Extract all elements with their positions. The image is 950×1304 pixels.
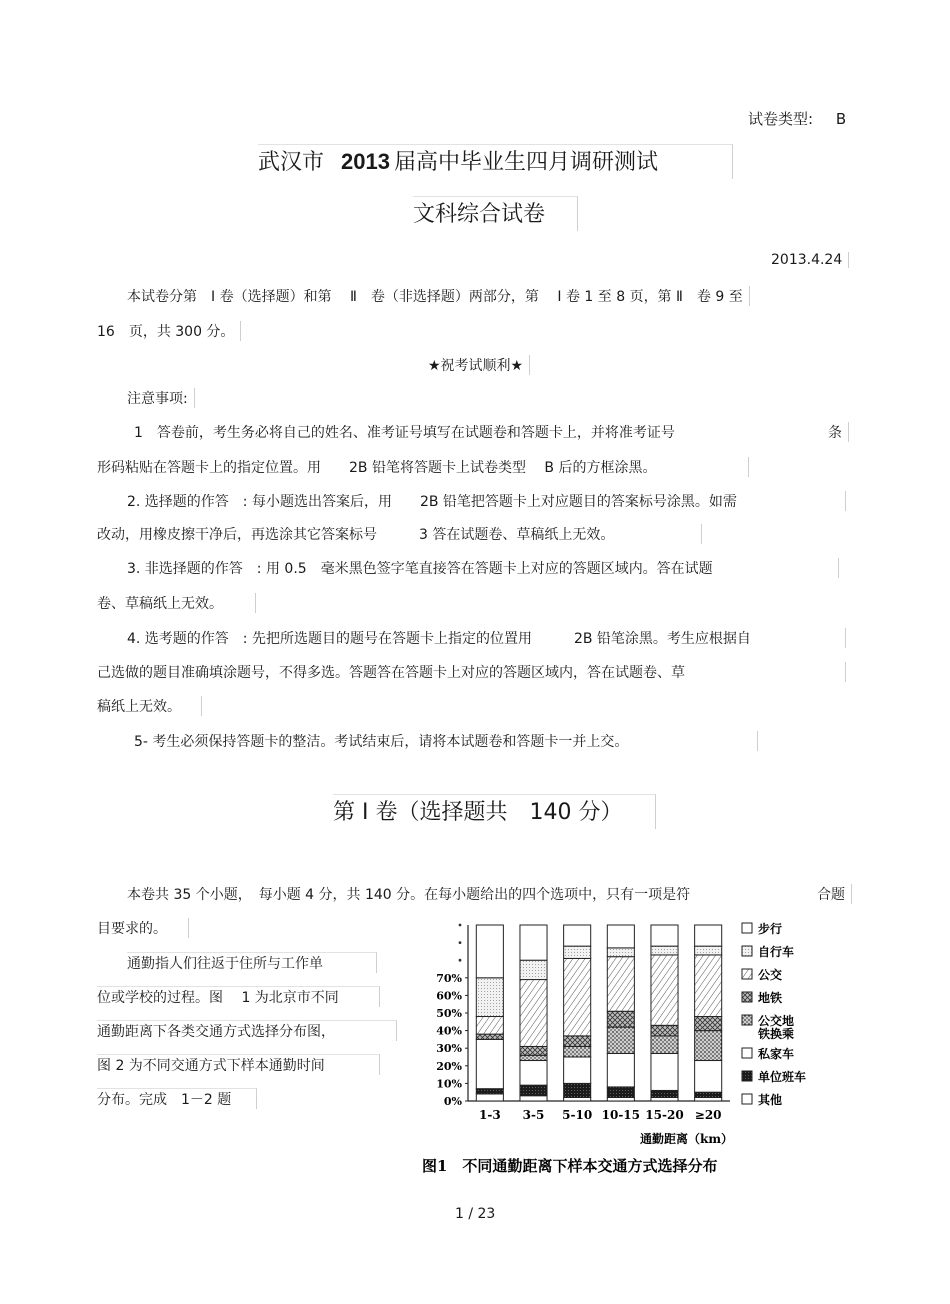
bar-segment [651,1025,678,1036]
bar-segment [520,980,547,1047]
question-intro-line-5: 分布。完成 1－2 题 [97,1088,257,1109]
bar-segment [695,925,722,946]
y-tick-label: 30% [436,1042,462,1056]
x-tick-label: 3-5 [522,1108,545,1122]
part-1-instruction-line-1-end: 合题 [817,884,852,904]
legend-label: 公交地 [758,1014,795,1028]
bar-segment [607,957,634,1012]
part-1-instruction-line-1: 本卷共 35 个小题， 每小题 4 分，共 140 分。在每小题给出的四个选项中，只有一项是符 [127,887,691,903]
intro-line-2: 16 页，共 300 分。 [97,321,241,341]
chart-legend [742,921,806,1107]
chart-title: 图1 不同通勤距离下样本交通方式选择分布 [422,1157,718,1175]
bar-segment [651,946,678,955]
bar-segment [564,1057,591,1083]
title-suffix: 届高中毕业生四月调研测试 [393,150,658,175]
bar-segment [520,1055,547,1060]
note-4-line-1: 4. 选考题的作答 : 先把所选题目的题号在答题卡上指定的位置用 2B 铅笔涂黑。考生应根据自 [127,628,846,648]
question-intro-line-1: 通勤指人们往返于住所与工作单 [127,952,377,973]
bar-segment [651,925,678,946]
intro-line-1: 本试卷分第 Ⅰ 卷（选择题）和第 Ⅱ 卷（非选择题）两部分，第 Ⅰ 卷 1 至 8 页，第 Ⅱ 卷 9 至 [127,286,750,306]
paper-type-label: 试卷类型: [748,110,814,128]
bar-segment [651,1053,678,1090]
note-4-line-3: 稿纸上无效。 [97,696,202,716]
page-title [258,144,733,179]
legend-swatch [742,1071,752,1081]
y-tick-label: 60% [436,989,462,1003]
title-year: 2013 [341,149,390,174]
bar-segment [520,1061,547,1086]
bar-segment [476,978,503,1017]
bar-segment [564,1097,591,1101]
question-intro-line-2: 位或学校的过程。图 1 为北京市不同 [97,986,380,1007]
note-5: 5- 考生必须保持答题卡的整洁。考试结束后，请将本试题卷和答题卡一并上交。 [134,731,758,751]
bar-segment [476,1039,503,1088]
y-tick-label: 40% [436,1024,462,1038]
legend-swatch [742,992,752,1002]
bar-segment [651,1090,678,1097]
y-tick-label: 20% [436,1059,462,1073]
bar-segment [520,960,547,979]
bar-segment [695,955,722,1017]
note-1-line-1-end: 条 [828,422,849,442]
plot-area [436,924,730,1122]
legend-swatch [742,1015,752,1025]
legend-swatch [742,1094,752,1104]
bar-segment [476,925,503,978]
note-3-line-1: 3. 非选择题的作答 : 用 0.5 毫米黑色签字笔直接答在答题卡上对应的答题区域内。答在试题 [127,558,839,578]
question-intro-line-3: 通勤距离下各类交通方式选择分布图， [97,1020,397,1041]
bar-segment [695,1031,722,1061]
figure-1-chart [420,915,840,1185]
legend-label: 地铁 [758,991,783,1005]
bar-segment [651,1097,678,1101]
legend-label: 铁换乘 [758,1027,795,1041]
bar-segment [607,1053,634,1086]
legend-label: 公交 [758,968,783,982]
legend-label: 单位班车 [758,1070,807,1084]
bar-segment [520,925,547,960]
bar-segment [564,946,591,958]
x-tick-label: 10-15 [601,1108,641,1122]
part-1-instruction-line-2: 目要求的。 [97,918,189,938]
bar-segment [607,1027,634,1053]
bar-segment [607,948,634,957]
figure-1-svg [420,915,840,1185]
bar-segment [520,1096,547,1101]
legend-swatch [742,946,752,956]
bar-segment [520,1046,547,1055]
notes-heading: 注意事项: [127,388,195,408]
bar-segment [564,1083,591,1097]
note-3-line-2: 卷、草稿纸上无效。 [97,593,256,613]
bar-segment [476,1017,503,1035]
x-tick-label: 5-10 [562,1108,593,1122]
bar-segment [695,1061,722,1093]
y-tick-label: 10% [436,1077,462,1091]
bar-segment [607,1011,634,1027]
legend-swatch [742,923,752,933]
y-tick-label: 70% [436,971,462,985]
good-luck: ★祝考试顺利★ [428,355,530,375]
legend-swatch [742,969,752,979]
bar-segment [607,1097,634,1101]
y-tick-dot [459,924,462,927]
y-tick-dot [459,941,462,944]
bar-segment [695,1097,722,1101]
bar-segment [564,925,591,946]
x-tick-label: 15-20 [645,1108,684,1122]
bar-segment [476,1034,503,1039]
legend-swatch [742,1048,752,1058]
title-prefix: 武汉市 [258,150,325,175]
y-tick-label: 0% [443,1095,462,1108]
bar-segment [564,1036,591,1047]
note-4-line-2: 己选做的题目准确填涂题号，不得多选。答题答在答题卡上对应的答题区域内，答在试题卷、草 [97,662,846,682]
y-tick-label: 50% [436,1007,462,1020]
x-tick-label: ≥20 [694,1108,722,1122]
part-1-heading: 第 Ⅰ 卷（选择题共 140 分） [333,794,656,829]
page-number: 1 / 23 [455,1206,496,1222]
bar-segment [695,1092,722,1097]
paper-type-value: B [835,110,847,128]
x-tick-label: 1-3 [478,1108,501,1122]
bar-segment [476,1094,503,1101]
y-tick-dot [459,959,462,962]
chart-x-axis-label: 通勤距离（km） [640,1132,734,1146]
legend-label: 其他 [758,1093,783,1107]
note-1-line-2: 形码粘贴在答题卡上的指定位置。用 2B 铅笔将答题卡上试卷类型 B 后的方框涂黑。 [97,457,749,477]
bar-segment [520,1085,547,1096]
legend-label: 自行车 [758,945,795,959]
bar-segment [564,1046,591,1057]
paper-type [748,108,846,129]
bar-segment [651,1036,678,1054]
question-intro-line-4: 图 2 为不同交通方式下样本通勤时间 [97,1054,380,1075]
bar-segment [607,1087,634,1098]
bar-segment [607,925,634,948]
note-1-line-1: 1 答卷前，考生务必将自己的姓名、准考证号填写在试题卷和答题卡上，并将准考证号 [134,425,675,441]
note-2-line-2: 改动，用橡皮擦干净后，再选涂其它答案标号 3 答在试题卷、草稿纸上无效。 [97,524,702,544]
bar-segment [695,946,722,955]
bar-segment [695,1017,722,1031]
page-subtitle: 文科综合试卷 [413,196,578,231]
legend-label: 步行 [758,922,783,936]
bar-segment [564,958,591,1035]
note-2-line-1: 2. 选择题的作答 : 每小题选出答案后，用 2B 铅笔把答题卡上对应题目的答案标号涂黑。如需 [127,491,846,511]
bar-segment [651,955,678,1025]
legend-label: 私家车 [758,1047,795,1061]
bar-segment [476,1089,503,1094]
exam-date: 2013.4.24 [771,252,849,268]
